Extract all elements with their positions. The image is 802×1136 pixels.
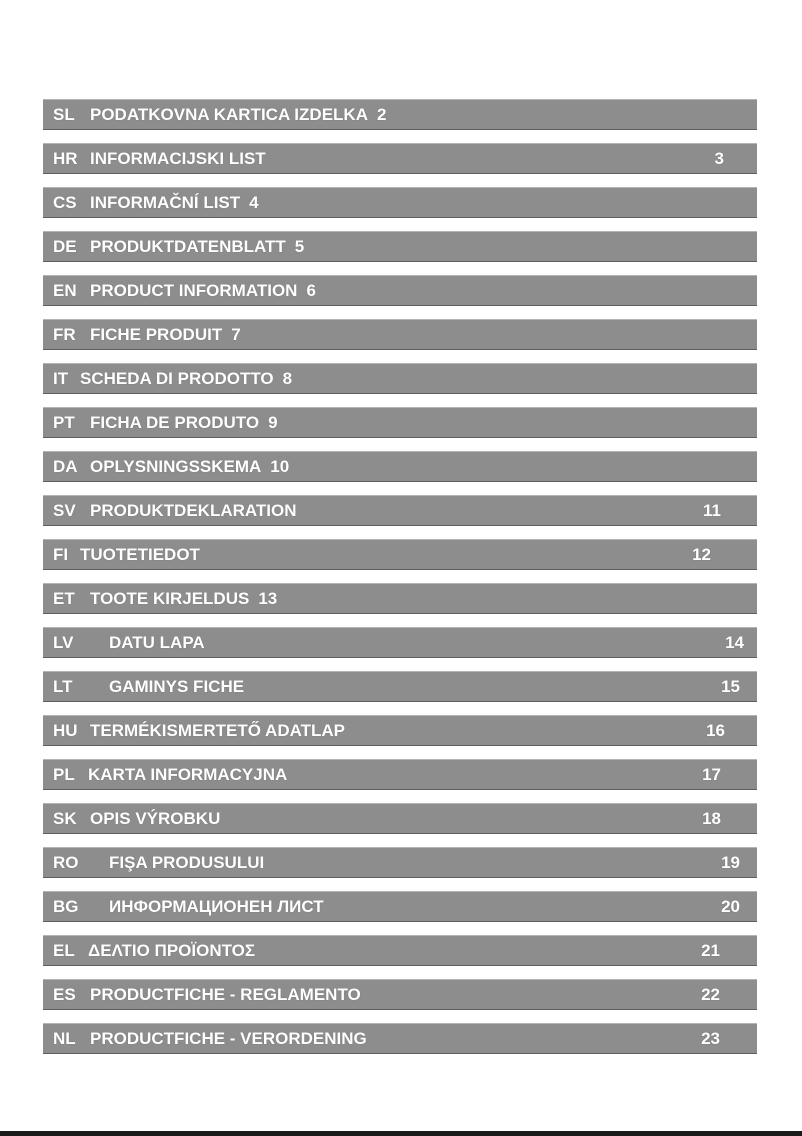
toc-row-et[interactable]: [43, 583, 757, 614]
section-title: SCHEDA DI PRODOTTO 8: [80, 369, 293, 388]
section-title: GAMINYS FICHE: [109, 677, 245, 696]
toc-row-sl[interactable]: [43, 99, 757, 130]
section-title: ΔΕΛΤΙΟ ΠΡΟΪΟΝΤΟΣ: [88, 941, 256, 960]
page-number: 22: [701, 985, 720, 1004]
toc-row-nl[interactable]: [43, 1023, 757, 1054]
section-title: PRODUCTFICHE - REGLAMENTO: [90, 985, 361, 1004]
page-number: 23: [701, 1029, 720, 1048]
toc-row-hu[interactable]: [43, 715, 757, 746]
page-number: 9: [268, 413, 278, 432]
section-title: FICHA DE PRODUTO 9: [90, 413, 278, 432]
page-number: 15: [721, 677, 740, 696]
section-title: TOOTE KIRJELDUS 13: [90, 589, 278, 608]
section-title: TERMÉKISMERTETŐ ADATLAP: [90, 721, 345, 740]
language-code: EL: [53, 941, 75, 960]
section-title: INFORMAČNÍ LIST 4: [90, 193, 259, 212]
language-code: FR: [53, 325, 76, 344]
page-number: 14: [725, 633, 744, 652]
section-title: ИНФОРМАЦИОНЕН ЛИСТ: [109, 897, 324, 916]
toc-row-hr[interactable]: [43, 143, 757, 174]
page-number: 19: [721, 853, 740, 872]
page-number: 2: [376, 105, 387, 124]
language-code: EN: [53, 281, 77, 300]
section-title: PRODUCTFICHE - VERORDENING: [90, 1029, 367, 1048]
section-title: PRODUKTDATENBLATT 5: [90, 237, 305, 256]
toc-row-pt[interactable]: [43, 407, 757, 438]
section-title: DATU LAPA: [109, 633, 205, 652]
toc-row-da[interactable]: [43, 451, 757, 482]
page-number: 21: [701, 941, 720, 960]
language-code: FI: [53, 545, 69, 564]
page-number: 12: [692, 545, 711, 564]
section-title: OPIS VÝROBKU: [90, 809, 221, 828]
section-title: INFORMACIJSKI LIST: [90, 149, 266, 168]
page-number: 8: [282, 369, 293, 388]
language-code: LT: [53, 677, 73, 696]
page-number: 6: [306, 281, 316, 300]
toc-row-fi[interactable]: [43, 539, 757, 570]
toc-row-lt[interactable]: [43, 671, 757, 702]
page-number: 7: [231, 325, 241, 344]
page-number: 13: [258, 589, 278, 608]
section-title: PRODUKTDEKLARATION: [90, 501, 297, 520]
language-code: IT: [53, 369, 69, 388]
page-number: 17: [702, 765, 721, 784]
page-number: 10: [270, 457, 290, 476]
bottom-border: [0, 1131, 802, 1136]
language-code: HU: [53, 721, 78, 740]
toc-row-sk[interactable]: [43, 803, 757, 834]
toc-row-en[interactable]: [43, 275, 757, 306]
language-code: SV: [53, 501, 76, 520]
page-number: 5: [294, 237, 305, 256]
section-title: PRODUCT INFORMATION 6: [90, 281, 316, 300]
page-number: 4: [249, 193, 259, 212]
language-code: DE: [53, 237, 77, 256]
toc-row-el[interactable]: [43, 935, 757, 966]
language-code: ET: [53, 589, 75, 608]
toc-row-de[interactable]: [43, 231, 757, 262]
language-code: RO: [53, 853, 79, 872]
language-code: NL: [53, 1029, 76, 1048]
toc-row-cs[interactable]: [43, 187, 757, 218]
page-number: 20: [721, 897, 740, 916]
section-title: TUOTETIEDOT: [80, 545, 200, 564]
language-code: ES: [53, 985, 76, 1004]
language-code: HR: [53, 149, 78, 168]
language-code: PL: [53, 765, 75, 784]
toc-row-sv[interactable]: [43, 495, 757, 526]
language-code: DA: [53, 457, 78, 476]
page-number: 18: [702, 809, 721, 828]
section-title: FICHE PRODUIT 7: [90, 325, 241, 344]
language-code: LV: [53, 633, 74, 652]
page-number: 16: [706, 721, 725, 740]
language-code: PT: [53, 413, 75, 432]
toc-row-es[interactable]: [43, 979, 757, 1010]
language-code: SL: [53, 105, 75, 124]
language-code: BG: [53, 897, 79, 916]
toc-row-pl[interactable]: [43, 759, 757, 790]
toc-row-ro[interactable]: [43, 847, 757, 878]
page-number: 11: [703, 501, 721, 520]
language-code: CS: [53, 193, 77, 212]
toc-row-it[interactable]: [43, 363, 757, 394]
language-code: SK: [53, 809, 77, 828]
toc-row-fr[interactable]: [43, 319, 757, 350]
section-title: KARTA INFORMACYJNA: [88, 765, 288, 784]
table-of-contents: [43, 99, 757, 1067]
section-title: OPLYSNINGSSKEMA 10: [90, 457, 290, 476]
toc-row-bg[interactable]: [43, 891, 757, 922]
page-number: 3: [714, 149, 724, 168]
toc-row-lv[interactable]: [43, 627, 757, 658]
section-title: FIŞA PRODUSULUI: [109, 853, 265, 872]
section-title: PODATKOVNA KARTICA IZDELKA 2: [90, 105, 387, 124]
